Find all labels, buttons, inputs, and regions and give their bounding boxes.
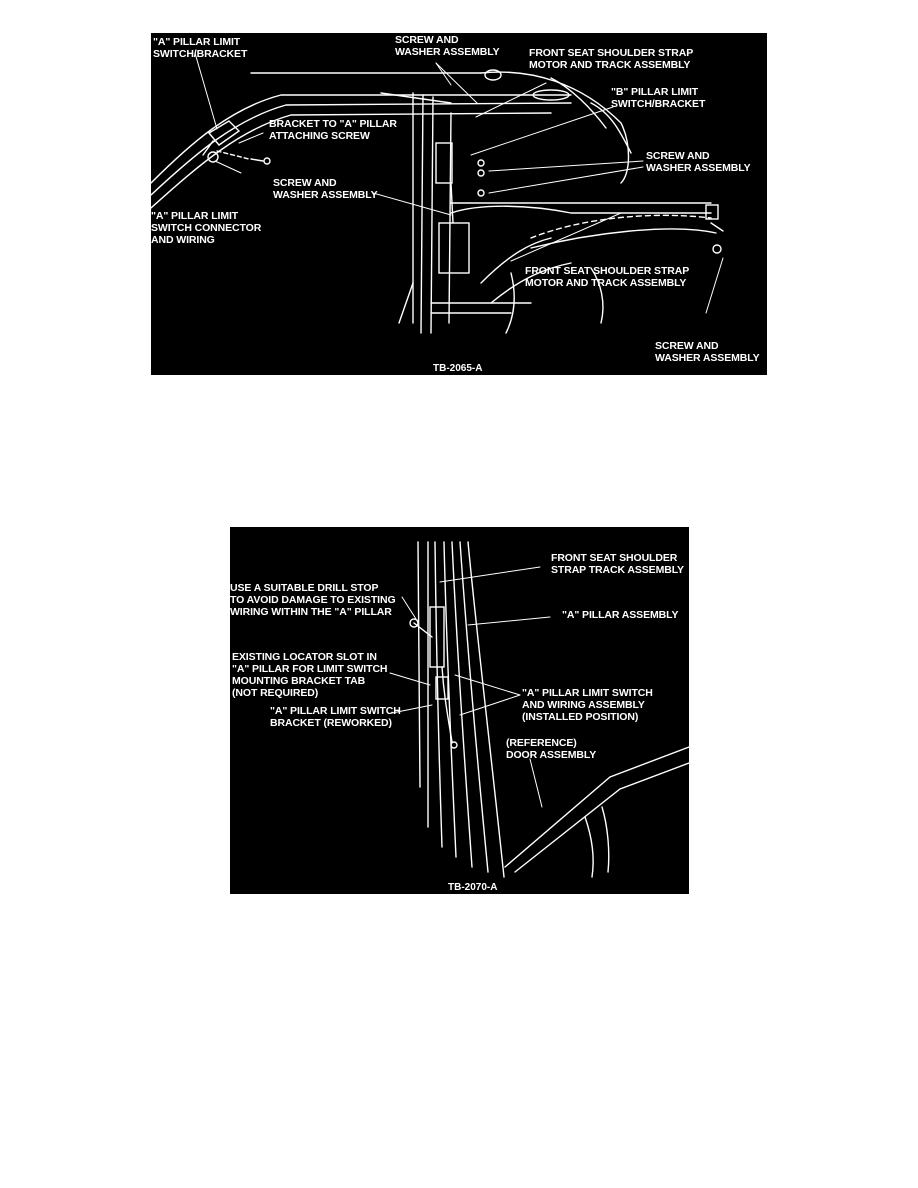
figure-tb-2065-a: [151, 33, 767, 375]
label-door-reference: (REFERENCE) DOOR ASSEMBLY: [506, 737, 597, 761]
label-a-pillar-switch-connector: "A" PILLAR LIMIT SWITCH CONNECTOR AND WIRING: [151, 210, 262, 246]
label-screw-washer-top: SCREW AND WASHER ASSEMBLY: [395, 34, 500, 58]
label-drill-stop: USE A SUITABLE DRILL STOP TO AVOID DAMAGE TO EXISTING WIRING WITHIN THE "A" PILLAR: [230, 582, 396, 618]
pillar-switch-diagram-1: [151, 33, 767, 375]
label-screw-washer-bottom: SCREW AND WASHER ASSEMBLY: [655, 340, 760, 364]
label-front-seat-motor-top: FRONT SEAT SHOULDER STRAP MOTOR AND TRACK ASSEMBLY: [529, 47, 694, 71]
label-locator-slot: EXISTING LOCATOR SLOT IN "A" PILLAR FOR LIMIT SWITCH MOUNTING BRACKET TAB (NOT REQUIRED): [232, 651, 388, 699]
label-b-pillar-limit-switch-bracket: "B" PILLAR LIMIT SWITCH/BRACKET: [611, 86, 706, 110]
figure-code: TB-2065-A: [433, 363, 483, 374]
label-bracket-attaching-screw: BRACKET TO "A" PILLAR ATTACHING SCREW: [269, 118, 397, 142]
label-front-seat-strap-track: FRONT SEAT SHOULDER STRAP TRACK ASSEMBLY: [551, 552, 684, 576]
figure-tb-2070-a: [230, 527, 689, 894]
label-limit-switch-wiring: "A" PILLAR LIMIT SWITCH AND WIRING ASSEMBLY (INSTALLED POSITION): [522, 687, 653, 723]
label-screw-washer-mid: SCREW AND WASHER ASSEMBLY: [273, 177, 378, 201]
label-a-pillar-limit-switch-bracket: "A" PILLAR LIMIT SWITCH/BRACKET: [153, 36, 248, 60]
label-screw-washer-right: SCREW AND WASHER ASSEMBLY: [646, 150, 751, 174]
label-a-pillar-assembly: "A" PILLAR ASSEMBLY: [562, 609, 679, 621]
label-bracket-reworked: "A" PILLAR LIMIT SWITCH BRACKET (REWORKED): [270, 705, 401, 729]
figure-code: TB-2070-A: [448, 882, 498, 893]
label-front-seat-motor-mid: FRONT SEAT SHOULDER STRAP MOTOR AND TRACK ASSEMBLY: [525, 265, 690, 289]
